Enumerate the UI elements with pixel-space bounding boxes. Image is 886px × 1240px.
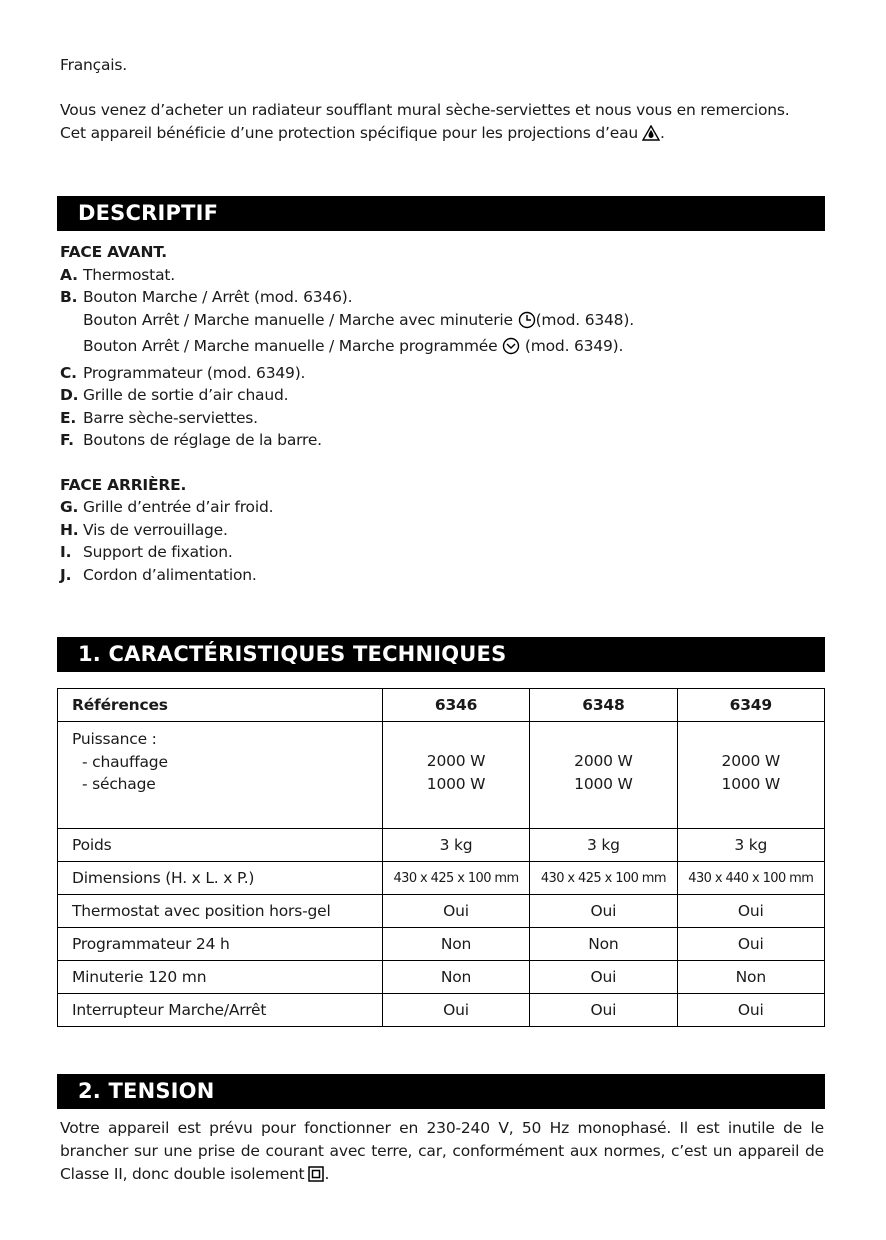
table-header-cell: 6346 bbox=[382, 689, 529, 722]
table-row bbox=[58, 862, 825, 895]
table-row bbox=[58, 722, 825, 829]
list-item: E. Barre sèche-serviettes. bbox=[60, 408, 258, 427]
list-item: I. Support de fixation. bbox=[60, 543, 233, 561]
water-protection-icon bbox=[642, 125, 660, 148]
list-item: J. Cordon d’alimentation. bbox=[60, 565, 257, 584]
table-cell: Non bbox=[677, 961, 824, 994]
table-cell-label: Puissance : - chauffage - séchage bbox=[58, 722, 383, 829]
rear-heading: FACE ARRIÈRE. bbox=[60, 475, 187, 494]
tension-paragraph: Votre appareil est prévu pour fonctionner en 230-240 V, 50 Hz monophasé. Il est inutile de le brancher sur une prise de courant avec terre, car, conformément aux normes, c’est un appareil de Classe II, donc double isolement . bbox=[60, 1117, 824, 1189]
section-header-caracteristiques: 1. CARACTÉRISTIQUES TECHNIQUES bbox=[57, 637, 825, 672]
table-cell: 3 kg bbox=[530, 829, 677, 862]
intro-line-1: Vous venez d’acheter un radiateur soufflant mural sèche-serviettes et nous vous en remercions. bbox=[60, 101, 790, 119]
intro-paragraph bbox=[60, 99, 830, 148]
descriptif-list bbox=[60, 241, 634, 586]
table-cell-label: Interrupteur Marche/Arrêt bbox=[58, 994, 383, 1027]
table-cell-label: Minuterie 120 mn bbox=[58, 961, 383, 994]
table-cell-label: Poids bbox=[58, 829, 383, 862]
table-cell: 2000 W 1000 W bbox=[382, 722, 529, 829]
table-header-cell: Références bbox=[58, 689, 383, 722]
table-cell: Oui bbox=[677, 895, 824, 928]
table-cell: 2000 W 1000 W bbox=[677, 722, 824, 829]
table-cell: Oui bbox=[677, 994, 824, 1027]
table-cell: Non bbox=[530, 928, 677, 961]
table-cell: Oui bbox=[530, 994, 677, 1027]
table-header-cell: 6348 bbox=[530, 689, 677, 722]
list-item: G. Grille d’entrée d’air froid. bbox=[60, 498, 274, 516]
language-label: Français. bbox=[60, 56, 128, 74]
table-cell: 2000 W 1000 W bbox=[530, 722, 677, 829]
specs-table bbox=[57, 688, 825, 1027]
list-item: A. Thermostat. bbox=[60, 265, 175, 284]
table-header-cell: 6349 bbox=[677, 689, 824, 722]
programmed-icon bbox=[502, 337, 520, 362]
table-cell: 3 kg bbox=[382, 829, 529, 862]
list-item: C. Programmateur (mod. 6349). bbox=[60, 363, 306, 382]
table-cell: Oui bbox=[677, 928, 824, 961]
table-cell: 430 x 440 x 100 mm bbox=[677, 862, 824, 895]
timer-icon bbox=[518, 311, 536, 336]
table-cell: Non bbox=[382, 928, 529, 961]
section-header-tension: 2. TENSION bbox=[57, 1074, 825, 1109]
table-cell-label: Thermostat avec position hors-gel bbox=[58, 895, 383, 928]
section-header-descriptif: DESCRIPTIF bbox=[57, 196, 825, 231]
table-cell: 430 x 425 x 100 mm bbox=[530, 862, 677, 895]
table-row bbox=[58, 928, 825, 961]
table-cell: Non bbox=[382, 961, 529, 994]
table-row bbox=[58, 961, 825, 994]
class-ii-icon bbox=[308, 1166, 324, 1189]
list-item-continuation: Bouton Arrêt / Marche manuelle / Marche programmée (mod. 6349). bbox=[60, 335, 634, 362]
list-item-continuation: Bouton Arrêt / Marche manuelle / Marche avec minuterie (mod. 6348). bbox=[60, 309, 634, 336]
table-cell: Oui bbox=[530, 895, 677, 928]
list-item: H. Vis de verrouillage. bbox=[60, 520, 228, 539]
table-cell-label: Programmateur 24 h bbox=[58, 928, 383, 961]
table-row bbox=[58, 829, 825, 862]
table-row bbox=[58, 994, 825, 1027]
intro-line-2: Cet appareil bénéficie d’une protection spécifique pour les projections d’eau . bbox=[60, 122, 830, 148]
table-row bbox=[58, 895, 825, 928]
table-cell: Oui bbox=[382, 994, 529, 1027]
table-cell: 430 x 425 x 100 mm bbox=[382, 862, 529, 895]
list-item: B. Bouton Marche / Arrêt (mod. 6346). bbox=[60, 288, 353, 306]
table-cell-label: Dimensions (H. x L. x P.) bbox=[58, 862, 383, 895]
front-heading: FACE AVANT. bbox=[60, 243, 167, 261]
table-cell: 3 kg bbox=[677, 829, 824, 862]
table-cell: Oui bbox=[382, 895, 529, 928]
list-item: F. Boutons de réglage de la barre. bbox=[60, 431, 322, 449]
table-cell: Oui bbox=[530, 961, 677, 994]
table-header-row bbox=[58, 689, 825, 722]
list-item: D. Grille de sortie d’air chaud. bbox=[60, 386, 289, 404]
